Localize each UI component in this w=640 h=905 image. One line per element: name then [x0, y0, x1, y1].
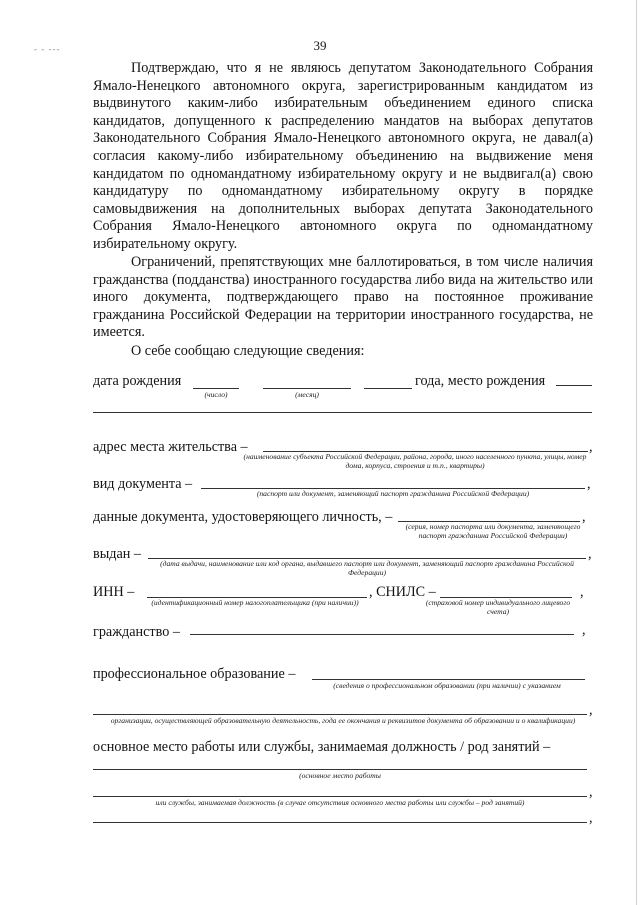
education-hint-2: организации, осуществляющей образовательную деятельность, года ее окончания и реквизитов документа об образовании и о квалификации) — [110, 716, 576, 725]
education-field[interactable] — [312, 679, 585, 680]
birth-month-hint: (месяц) — [295, 390, 319, 399]
issued-hint: (дата выдачи, наименование или код органа, выдавшего паспорт или документ, заменяющий паспорт гражданина Российской Федерации) — [160, 559, 574, 577]
citizenship-label: гражданство – — [93, 624, 180, 640]
work-label: основное место работы или службы, занимаемая должность / род занятий – — [93, 739, 551, 755]
inn-hint: (идентификационный номер налогоплательщика (при наличии)) — [151, 598, 359, 607]
address-hint: (наименование субъекта Российской Федерации, района, города, иного населенного пункта, улицы, номер дома, корпуса, строения и т.п., квартиры) — [243, 452, 587, 470]
birth-place-field-continued[interactable] — [93, 412, 592, 413]
doc-type-label: вид документа – — [93, 476, 193, 492]
work-field-continued-2[interactable] — [93, 822, 587, 823]
doc-data-label: данные документа, удостоверяющего личность, – — [93, 509, 393, 525]
birth-place-field[interactable] — [556, 385, 592, 386]
address-label: адрес места жительства – — [93, 439, 248, 455]
birth-day-hint: (число) — [204, 390, 228, 399]
doc-type-hint: (паспорт или документ, заменяющий паспорт гражданина Российской Федерации) — [256, 489, 530, 498]
snils-hint: (страховой номер индивидуального лицевого счета) — [425, 598, 571, 616]
statement-paragraph-1: Подтверждаю, что я не являюсь депутатом Законодательного Собрания Ямало-Ненецкого автономного округа, зарегистрированным кандидатом из выдвинутого каким-либо избирательным объединением единого списка кандидатов, допущенного к распределению мандатов на выборах депутатов Законодательного Собрания Ямало-Ненецкого автономного округа, не давал(а) согласия какому-либо избирательному объединению на выдвижение меня кандидатом по одномандатному избирательному округу и не выдвигал(а) свою кандидатуру по одномандатному избирательному округу в порядке самовыдвижения на дополнительных выборах депутата Законодательного Собрания Ямало-Ненецкого автономного округа по одномандатному избирательному округу. — [93, 60, 593, 252]
birth-year-field[interactable] — [364, 388, 412, 389]
birth-month-field[interactable] — [263, 388, 351, 389]
page-number: 39 — [313, 38, 327, 53]
work-comma: , — [589, 784, 593, 800]
birth-year-label: года, место рождения — [415, 373, 546, 389]
work-hint-1: (основное место работы — [299, 771, 381, 780]
birth-date-label: дата рождения — [93, 373, 182, 389]
work-comma-2: , — [589, 810, 593, 826]
doc-type-comma: , — [587, 476, 591, 492]
inn-label: ИНН – — [93, 584, 135, 600]
citizenship-comma: , — [582, 622, 586, 638]
citizenship-field[interactable] — [190, 634, 574, 635]
page-edge — [636, 0, 637, 905]
snils-comma: , — [580, 584, 584, 600]
doc-data-comma: , — [582, 509, 586, 525]
issued-comma: , — [588, 546, 592, 562]
issued-label: выдан – — [93, 546, 141, 562]
education-hint-1: (сведения о профессиональном образовании (при наличии) с указанием — [333, 681, 561, 690]
intro-paragraph: О себе сообщаю следующие сведения: — [131, 343, 365, 359]
statement-paragraph-2: Ограничений, препятствующих мне баллотироваться, в том числе наличия гражданства (подданства) иностранного государства либо вида на жительство или иного документа, подтверждающего право на постоянное проживание гражданина Российской Федерации на территории иностранного государства, не имеется. — [93, 254, 593, 341]
address-comma: , — [589, 439, 593, 455]
education-comma: , — [589, 702, 593, 718]
work-field-continued[interactable] — [93, 796, 587, 797]
birth-day-field[interactable] — [193, 388, 239, 389]
work-field[interactable] — [93, 769, 587, 770]
doc-data-hint: (серия, номер паспорта или документа, заменяющего паспорт гражданина Российской Федерации) — [405, 522, 581, 540]
snils-label: , СНИЛС – — [369, 584, 436, 600]
margin-mark: - - --- — [34, 44, 61, 54]
education-field-continued[interactable] — [93, 714, 587, 715]
work-hint-2: или службы, занимаемая должность (в случае отсутствия основного места работы или службы – род занятий) — [155, 798, 525, 807]
education-label: профессиональное образование – — [93, 666, 296, 682]
